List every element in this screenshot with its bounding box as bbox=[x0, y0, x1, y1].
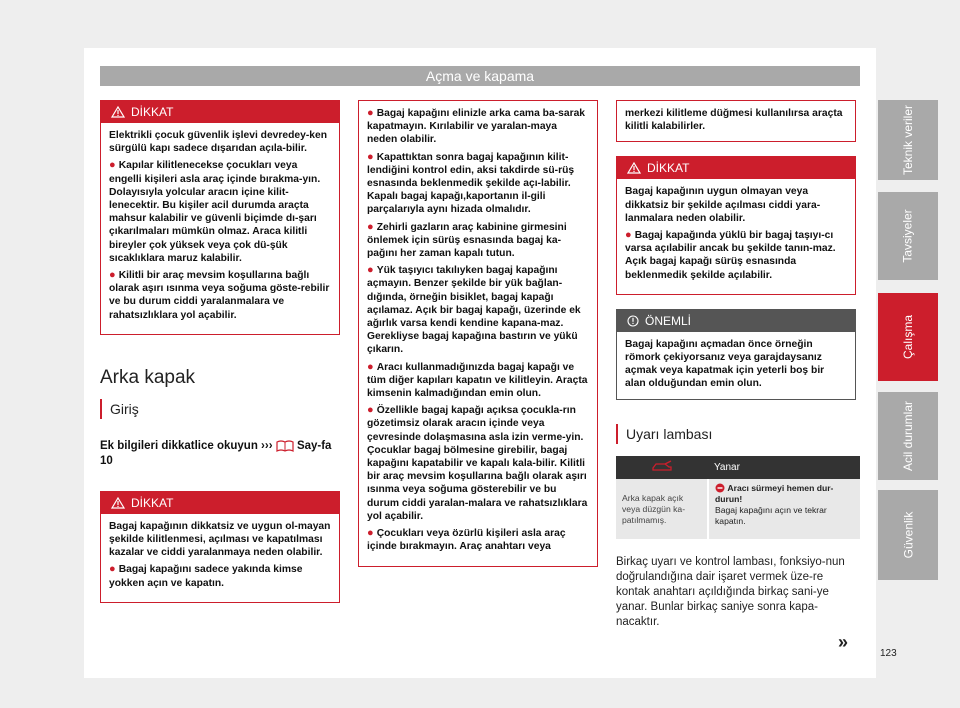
book-icon bbox=[276, 440, 294, 452]
bullet-icon: ● bbox=[367, 360, 377, 373]
warning-bullet: ● Bagaj kapağını elinizle arka cama ba-sarak kapatmayın. Kırılabilir ve yaralan-maya neden olabilir. bbox=[367, 107, 586, 146]
warning-bullet: ● Yük taşıyıcı takılıyken bagaj kapağını açmayın. Benzer şekilde bir yük bağlan-dığında, örneğin bisiklet, bagaj kapağı açılamaz. Açık bir bagaj kapağı, üzerinde ek ağırlık varsa kendi kendine kapana-maz. Gerekliyse bagaj kapağına bastırın ve yükü çıkarın. bbox=[367, 264, 581, 356]
warning-box-head bbox=[101, 492, 339, 514]
warning-box-3 bbox=[616, 156, 856, 294]
warning-box-body bbox=[617, 179, 855, 293]
warning-intro: Bagaj kapağının dikkatsiz ve uygun ol-mayan şekilde kilitlenmesi, açılması ve kapatılması kazalar ve ciddi yaralanmaya neden olabilir. bbox=[109, 520, 331, 559]
warning-box-1 bbox=[100, 100, 340, 335]
warning-box-head bbox=[101, 101, 339, 123]
tab-technical-data[interactable]: Teknik veriler bbox=[878, 100, 938, 180]
warning-intro: Elektrikli çocuk güvenlik işlevi devredey-ken sürgülü kapı sadece dışarıdan açıla-bilir. bbox=[109, 130, 328, 155]
warning-box-continued bbox=[616, 100, 856, 142]
tab-operation[interactable]: Çalışma bbox=[878, 293, 938, 381]
column-1 bbox=[100, 100, 340, 603]
table-cell-action: Aracı sürmeyi hemen dur-durun! Bagaj kapağını açın ve tekrar kapatın. bbox=[708, 479, 860, 539]
important-box-body: Bagaj kapağını açmadan önce örneğin römork çekiyorsanız veya garajdaysanız açmak veya kapatmak için yeterli boş bir alan olduğundan emin olun. bbox=[625, 338, 825, 390]
bullet-icon: ● bbox=[367, 150, 377, 163]
warning-box-body bbox=[359, 101, 597, 566]
warning-label: DİKKAT bbox=[647, 161, 690, 176]
accent-bar bbox=[616, 424, 618, 444]
warning-label: DİKKAT bbox=[131, 495, 174, 510]
tab-emergencies[interactable]: Acil durumlar bbox=[878, 392, 938, 480]
accent-bar bbox=[100, 399, 102, 419]
info-circle-icon bbox=[627, 315, 639, 327]
bullet-icon: ● bbox=[367, 404, 377, 417]
table-header-icon-cell bbox=[616, 456, 708, 479]
warning-continuation: merkezi kilitleme düğmesi kullanılırsa araçta kilitli kalabilirler. bbox=[625, 108, 843, 133]
warning-lamp-table bbox=[616, 456, 860, 539]
section-title: Arka kapak bbox=[100, 366, 196, 388]
subsection-wrap bbox=[616, 424, 856, 444]
continue-mark: » bbox=[838, 632, 849, 652]
column-2 bbox=[358, 100, 598, 567]
page-header: Açma ve kapama bbox=[100, 66, 860, 86]
tab-recommendations[interactable]: Tavsiyeler bbox=[878, 192, 938, 280]
warning-bullet: ● Zehirli gazların araç kabinine girmesini önlemek için sürüş esnasında bagaj ka-pağını her zaman kapalı tutun. bbox=[367, 220, 567, 260]
warning-triangle-icon bbox=[111, 106, 125, 118]
warning-bullet: ● Kapattıktan sonra bagaj kapağının kilit-lendiğini kontrol edin, aksi takdirde sü-rüş esnasında beklenmedik şekilde açı-labilir. Kapalı bagaj kapağı,kaportanın il-gili parçalarıyla aynı hizada olmalıdır. bbox=[367, 150, 575, 216]
reference-link[interactable]: Say-fa 10 bbox=[100, 439, 332, 467]
table-cell-condition: Arka kapak açık veya düzgün ka-patılmamış. bbox=[622, 492, 686, 525]
important-label: ÖNEMLİ bbox=[645, 313, 692, 328]
warning-intro: Bagaj kapağının uygun olmayan veya dikkatsiz bir şekilde açılması ciddi yara-lanmalara neden olabilir. bbox=[625, 186, 821, 224]
table-header-row bbox=[616, 456, 860, 479]
tab-safety[interactable]: Güvenlik bbox=[878, 490, 938, 580]
table-header-label: Yanar bbox=[714, 461, 740, 473]
warning-bullet: ● Kapılar kilitlenecekse çocukları veya engelli kişileri asla araç içinde bırakma-yın. Dolayısıyla yolcular aracın içine kilit-lenecektir. Bu kişiler acil durumda araçta mahsur kalabilir ve güvenli biçimde dı-şarı çıkarılmaları mümkün olmaz. Araca kilitli bireyler çok yüksek veya çok dü-şük sıcaklıklara maruz kalabilir. bbox=[109, 159, 321, 264]
warning-bullet: ● Bagaj kapağında yüklü bir bagaj taşıyı-cı varsa açılabilir ancak bu şekilde tanın-maz. Açık bagaj kapağı sürüş esnasında beklenmedik şekilde açılabilir. bbox=[625, 229, 836, 281]
important-box-head bbox=[617, 310, 855, 332]
warning-box-head bbox=[617, 157, 855, 179]
bullet-icon: ● bbox=[109, 563, 119, 576]
subsection-wrap bbox=[100, 399, 340, 419]
warning-bullet: ● Özellikle bagaj kapağı açıksa çocukla-rın gözetimsiz olarak aracın içinde veya çevresinde dolaşmasına asla izin verme-yin. Çocuklar bagaj bölmesine girebilir, bagaj kapağını kapatabilir ve kapalı kala-bilir. Kilitli bir araç mevsim koşullarına bağlı olarak aşırı ısınma veya soğuma gösterebilir ve bu durum ciddi yaralan-malara ve rahatsızlıklara yol açabilir. bbox=[367, 404, 588, 522]
column-3 bbox=[616, 100, 856, 630]
reference-text: Ek bilgileri dikkatlice okuyun ››› Say-fa 10 bbox=[100, 439, 332, 467]
warning-lamp-icon bbox=[715, 483, 725, 493]
bullet-icon: ● bbox=[625, 229, 635, 242]
bullet-icon: ● bbox=[109, 159, 119, 172]
warning-bullet: ● Çocukları veya özürlü kişileri asla araç içinde bırakmayın. Araç anahtarı veya bbox=[367, 527, 566, 553]
bullet-icon: ● bbox=[367, 527, 377, 540]
warning-box-body bbox=[101, 514, 339, 602]
bullet-icon: ● bbox=[367, 264, 377, 277]
warning-bullet: ● Aracı kullanmadığınızda bagaj kapağı ve tüm diğer kapıları kapatın ve kilitleyin. Araçta kimsenin kalmadığından emin olun. bbox=[367, 360, 588, 400]
warning-box-continued bbox=[358, 100, 598, 567]
subsection-title: Giriş bbox=[110, 400, 139, 417]
warning-label: DİKKAT bbox=[131, 105, 174, 119]
car-trunk-icon bbox=[651, 460, 673, 472]
warning-bullet: ● Kilitli bir araç mevsim koşullarına bağlı olarak aşırı ısınma veya soğuma göste-rebilir ve bu durum ciddi yaralanmalara ve rahatsızlıklara yol açabilir. bbox=[109, 269, 330, 321]
bullet-icon: ● bbox=[367, 220, 377, 233]
bullet-icon: ● bbox=[367, 107, 377, 119]
warning-box-2 bbox=[100, 491, 340, 603]
table-row bbox=[616, 479, 860, 539]
page-number: 123 bbox=[880, 648, 897, 659]
bullet-icon: ● bbox=[109, 269, 119, 282]
body-paragraph: Birkaç uyarı ve kontrol lambası, fonksiyo-nun doğrulandığına dair işaret vermek üze-re kontak anahtarı açıldığında birkaç sani-ye yanar. Bunlar birkaç saniye sonra kapa-nacaktır. bbox=[616, 555, 845, 628]
important-box bbox=[616, 309, 856, 400]
warning-bullet: ● Bagaj kapağını sadece yakında kimse yokken açın ve kapatın. bbox=[109, 563, 303, 589]
warning-triangle-icon bbox=[627, 162, 641, 174]
subsection-title: Uyarı lambası bbox=[626, 425, 713, 442]
warning-triangle-icon bbox=[111, 497, 125, 509]
warning-box-body bbox=[101, 123, 339, 334]
